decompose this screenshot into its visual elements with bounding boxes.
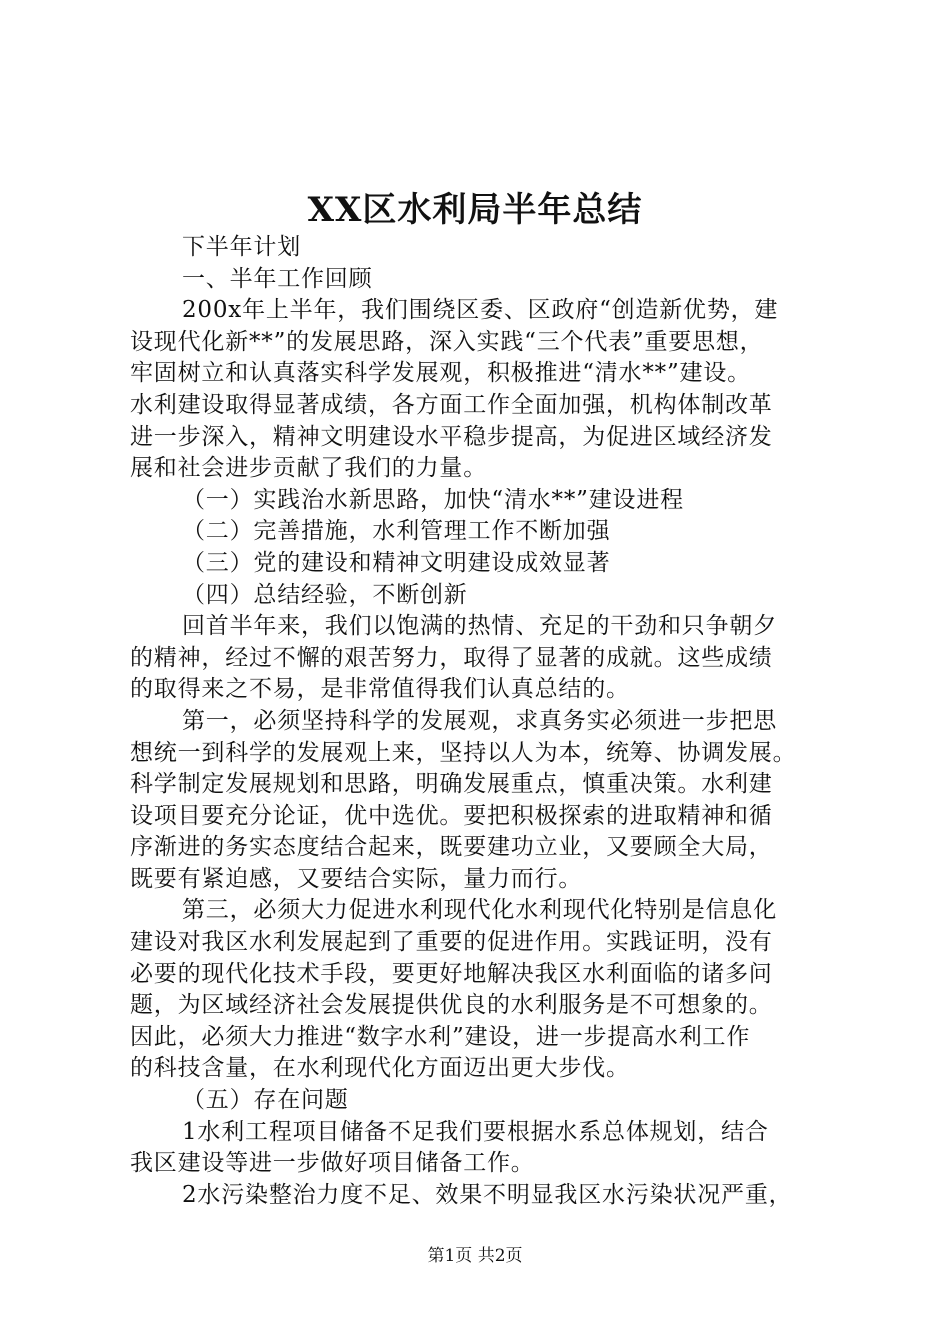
document-body — [130, 232, 835, 1211]
body-line: （三）党的建设和精神文明建设成效显著 — [182, 549, 611, 576]
body-line: 必要的现代化技术手段，要更好地解决我区水利面临的诸多问 — [130, 960, 773, 987]
body-line: 我区建设等进一步做好项目储备工作。 — [130, 1150, 535, 1177]
body-line: 想统一到科学的发展观上来，坚持以人为本，统筹、协调发展。 — [130, 739, 797, 766]
body-line: 序渐进的务实态度结合起来，既要建功立业，又要顾全大局， — [130, 834, 773, 861]
body-line: 第一，必须坚持科学的发展观，求真务实必须进一步把思 — [182, 707, 777, 734]
body-line: 进一步深入，精神文明建设水平稳步提高，为促进区域经济发 — [130, 423, 773, 450]
body-line: （一）实践治水新思路，加快“清水**”建设进程 — [182, 486, 684, 513]
body-line: （五）存在问题 — [182, 1087, 349, 1114]
body-line: 的精神，经过不懈的艰苦努力，取得了显著的成就。这些成绩 — [130, 644, 773, 671]
body-line: 设项目要充分论证，优中选优。要把积极探索的进取精神和循 — [130, 802, 773, 829]
body-line: 水利建设取得显著成绩，各方面工作全面加强，机构体制改革 — [130, 391, 773, 418]
body-line: 科学制定发展规划和思路，明确发展重点，慎重决策。水利建 — [130, 771, 773, 798]
body-line: 2水污染整治力度不足、效果不明显我区水污染状况严重， — [182, 1181, 793, 1208]
body-line: 下半年计划 — [182, 234, 301, 260]
body-line: 1水利工程项目储备不足我们要根据水系总体规划，结合 — [182, 1118, 769, 1145]
body-line: 牢固树立和认真落实科学发展观，积极推进“清水**”建设。 — [130, 360, 751, 387]
body-line: （二）完善措施，水利管理工作不断加强 — [182, 518, 611, 545]
body-line: 的取得来之不易，是非常值得我们认真总结的。 — [130, 676, 630, 703]
body-line: 第三，必须大力促进水利现代化水利现代化特别是信息化 — [182, 897, 777, 924]
body-line: 一、半年工作回顾 — [182, 265, 373, 292]
body-line: 回首半年来，我们以饱满的热情、充足的干劲和只争朝夕 — [182, 613, 777, 640]
page-number-footer: 第1页 共2页 — [427, 1246, 523, 1266]
body-line: 展和社会进步贡献了我们的力量。 — [130, 455, 487, 482]
body-line: 200x年上半年，我们围绕区委、区政府“创造新优势，建 — [182, 297, 779, 324]
document-title: XX区水利局半年总结 — [307, 190, 643, 230]
body-line: 的科技含量，在水利现代化方面迈出更大步伐。 — [130, 1055, 630, 1082]
body-line: （四）总结经验，不断创新 — [182, 581, 468, 608]
body-line: 既要有紧迫感，又要结合实际，量力而行。 — [130, 865, 583, 892]
body-line: 建设对我区水利发展起到了重要的促进作用。实践证明，没有 — [130, 929, 773, 956]
body-line: 因此，必须大力推进“数字水利”建设，进一步提高水利工作 — [130, 1023, 751, 1050]
body-line: 设现代化新**”的发展思路，深入实践“三个代表”重要思想， — [130, 328, 764, 355]
body-line: 题，为区域经济社会发展提供优良的水利服务是不可想象的。 — [130, 992, 773, 1019]
